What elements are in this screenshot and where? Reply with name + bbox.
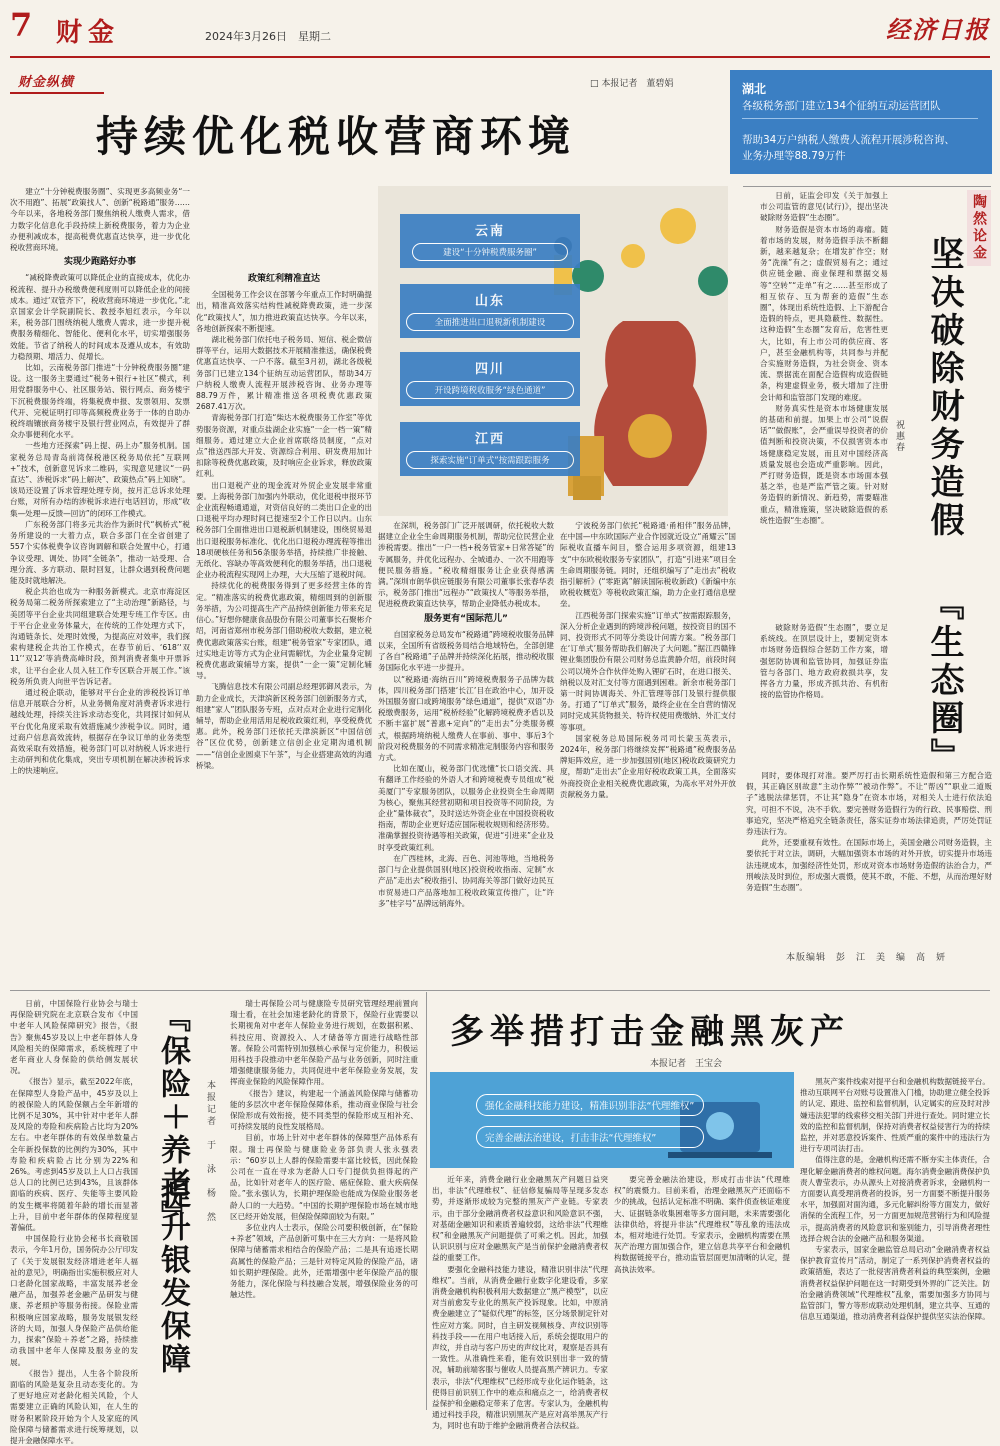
- paragraph: 中国保险行业协会秘书长商敬国表示，今年1月份，国务院办公厅印发了《关于发展银发经济增进老年人福祉的意见》，明确指出实施积极应对人口老龄化国家战略，丰富发展养老金融产品，加强养老金融产品研发与健康、养老照护等服务衔接。保险业需积极响应国家战略，服务发展银发经济的大局，加强人身保险产品供给能力，探索“保险＋养老”之路，持续推动我国中老年人保障及服务业的发展。: [10, 1234, 138, 1367]
- banner-pill-2: 完善金融法治建设，打击非法“代理维权”: [476, 1126, 704, 1148]
- article2-headline-2: 提升银发保障: [155, 1178, 190, 1376]
- article2-col2: [230, 998, 418, 1414]
- paragraph: 建立“十分钟税费服务圈”、实现更多高频业务“一次不用跑”、拓展“政策找人”、创新“税路通”服务……今年以来，各地税务部门聚焦纳税人缴费人需求，借力数字化信息化手段持续上新税费服务，着力为企业办便利减成本，提高税费优惠直达快享，进一步优化税收营商环境。: [10, 187, 190, 253]
- banner-pill-1: 强化金融科技能力建设，精准识别非法“代理维权”: [476, 1094, 704, 1116]
- article-headline: 持续优化税收营商环境: [96, 112, 577, 161]
- article1-col3: [378, 520, 554, 986]
- paragraph: 一些地方还探索“码上提、码上办”服务机制。国家税务总局青岛前湾保税港区税务局依托“互联网+”技术，创新意见诉求二维码，实现意见建议“一码直达”、涉税诉求“码上解决”、政策热点“码上知晓”。该局还设置了诉求管理处理专岗，按月汇总诉求处理台账，对所有办结的涉税诉求进行电话回访，形成“收集—处理—反馈—回访”的闭环工作模式。: [10, 441, 190, 518]
- article2-byline: 本报记者 于 泳 杨 然: [205, 1080, 215, 1224]
- article2-headline: 『保险＋养老』: [155, 1002, 190, 1233]
- province-name: 云南: [474, 224, 505, 239]
- paragraph: 江西税务部门探索实施“订单式”按需跟踪服务，深入分析企业遇到的跨境涉税问题，按投资目的国不同、投资形式不同等分类设计问需方案。“税务部门在‘订单式’服务帮助我们解决了大问题。”据江西赣锋锂业集团股份有限公司财务总监黄静介绍，前段时间公司以境外合作伙伴处购入锂矿石时，在进口报关、纳税以及对汇支付等方面遇到困难。新余市税务部门第一时间协调海关、外汇管理等部门及银行提供服务。打通了“订单式”服务，最终企业在全自营的情况同时完成其货物报关、特许权使用费缴纳、外汇支付等事项。: [560, 610, 736, 732]
- paragraph: 比如，云南税务部门推进“十分钟税费服务圈”建设。这一服务主要通过“税务+银行+社区”模式，利用党群服务中心、社区服务站、银行网点、商务楼宇下沉税费服务终端，将集税费申报、发票领用、发票代开、完税证明打印等高频税费业务于一体的自助办税终端镶嵌商务楼宇及银行营业网点，有效提升了群众办事便利化水平。: [10, 363, 190, 440]
- column-tag: 财金纵横: [18, 75, 75, 90]
- paragraph: 破除财务造假“生态圈”，要立足系统线。在顶层设计上，要制定资本市场财务造假综合惩防工作方案，增强惩防协调和监管协同，加强证券监管与各部门、地方政府救损共享，发挥各方力量，形成齐抓共治、有机衔接的监管协作格局。: [760, 623, 888, 700]
- commentary-text-b: [760, 622, 888, 772]
- shield-icon: [706, 1112, 734, 1140]
- hubei-line3: 业务办理等88.79万件: [742, 150, 846, 162]
- paragraph: 日前，证监会印发《关于加强上市公司监管的意见(试行)》，提出坚决破除财务造假“生态圈”。: [760, 191, 888, 223]
- paper-logo: 经济日报: [886, 15, 990, 44]
- masthead-rule: [10, 56, 990, 58]
- editor-credits: 本版编辑 彭 江 美 编 高 妍: [786, 953, 947, 963]
- article1-col1: [10, 186, 190, 986]
- subheading: 实现少跑路好办事: [63, 257, 136, 268]
- paragraph: 同时，要体现打对准。要严厉打击长期系统性造假和第三方配合造假，其正确区别故意“主动作弊”“被动作弊”。不让“帮凶”“职业二道贩子”逃脱法律惩罚，不让其“隐身”在资本市场，对相关人士进行依法追究，可担不不说，决不手软。要完善财务造假行为的行政、民事赔偿、刑事追究，坚决严格追究全链条责任，落实证券市场法律追责，严厉处罚证券违法行为。: [746, 771, 992, 837]
- paragraph: 财务真实性是资本市场健康发展的基础和前提。加果上市公司“说假话”“做假账”，会严重误导投资者的价值判断和投资决策，不仅损害资本市场健康稳定发展，而且对中国经济高质量发展也会造成严重影响。因此，严打财务造假，既是资本市场面本强基之举，也是严监严管之策。针对财务造假的新情况、新趋势，需要瞄准重点，精准施策，坚决破除造假的系统性造假“生态圈”。: [760, 403, 888, 525]
- paragraph: 值得注意的是，金融机构还需不断夯实主体责任，合理化解金融消费者的维权问题。海尔消费金融消费保护负责人曹莹表示，办从源头上对接消费者诉求，金融机构一方面要认真受理消费者的投诉，另一方面要不断提升服务水平，加强面对面沟通，多元化解纠纷等方面发力，做好消保的全流程工作，另一方面更加规范营销行为和风险提示，提高消费者的风险意识和鉴别能力，引导消费者理性选择合规合法的金融产品和服务渠道。: [800, 1155, 990, 1243]
- commentary-label: 陶然论金: [967, 190, 991, 266]
- money-bag-icon: [594, 321, 707, 486]
- paragraph: 国家税务总局国际税务司司长蒙玉英表示，2024年，税务部门将继续发挥“税路通”税费服务品牌矩阵效应，进一步加强国别(地区)税收政策研究力度，帮助“走出去”企业用好税收政策工具，全面落实外商投资企业相关税费优惠政策，为高水平对外开放贡献税务力量。: [560, 733, 736, 799]
- laptop-illustration: [430, 1072, 794, 1168]
- paragraph: 日前，中国保险行业协会与瑞士再保险研究院在北京联合发布《中国中老年人风险保障研究》报告，《报告》聚焦45岁及以上中老年群体人身风险相关的保障需求，系统梳理了中老年商业人身保险的供给侧发展状况。: [10, 999, 138, 1076]
- coin-stack: [573, 476, 601, 500]
- paragraph: 出口退税产业的现金流对外贸企业发展非常重要。上海税务部门加强内外联动，优化退税申报环节企业流程畅通通道，对资信良好的二类出口企业的出口退税平均办理时间已提速至2个工作日以内。山东税务部门全面推进出口退税新机制建设，围绕贸易退出口退税服务标准化、优化出口退税办理流程等推出18项硬核任务和56条服务举措，持续推广非接触、无纸化、容缺办等高效便利化的服务举措，出口退税企业办税流程实现网上办理，大大压缩了退税时间。: [196, 480, 372, 580]
- page-number: 7: [10, 6, 33, 44]
- paragraph: “减税降费政策可以降低企业的直接成本，优化办税流程、提升办税缴费便利度则可以降低企业的间接成本。通过‘双管齐下’，税收营商环境进一步优化。”北京国家会计学院副院长、教授李旭红表示，今年以来，税务部门围绕纳税人缴费人需求，进一步提升税费服务精细化、智能化、便利化水平，切实增强服务效能。节省了纳税人的时间成本及遵从成本，有效助力稳预期、增活力、促增长。: [10, 273, 190, 361]
- paragraph: 青海税务部门打造“柴达木税费服务工作室”等优势服务资源，对重点盐湖企业实施“一企一档一策”精细服务。通过建立大企业首席联络员制度，“点对点”推送西部大开发、资源综合利用、研发费用加计扣除等税费优惠政策，及时响应企业诉求，释放政策红利。: [196, 413, 372, 479]
- province-name: 四川: [474, 362, 505, 377]
- paragraph: 湖北税务部门依托电子税务局、短信、税企微信群等平台，运用大数据技术开展精准推送，确保税费优惠直达快享、一户不落。截至3月初，湖北各级税务部门已建立134个征纳互动运营团队，帮助34万户纳税人缴费人流程开展涉税咨询、业务办理等88.79万件，累计精准推送各项税费优惠政策2687.41万次。: [196, 335, 372, 412]
- commentary-headline: 坚决破除财务造假: [924, 236, 964, 540]
- article3-col3: [800, 1076, 990, 1414]
- article3-byline: 本报记者 王宝会: [650, 1059, 723, 1069]
- paragraph: 持续优化的税费服务得到了更多经营主体的肯定。“精准落实的税费优惠政策，精细周到的创新服务举措，为公司提高生产产品持续创新能力带来充足信心。”好想你健康食品股份有限公司董事长石聚彬介绍，河南省郑州市税务部门借助税收大数据，建立税费优惠政策落实台账，组建“税务管家”专家团队，通过实地走访等方式为企业问需解忧，为企业量身定制税费优惠政策辅导方案，提供“一企一策”定制化辅导。: [196, 581, 372, 681]
- column-divider: [426, 992, 427, 1410]
- paragraph: 自国家税务总局发布“税路通”跨境税收服务品牌以来，全国所有省级税务局结合地域特色，全部创建了各自“税路通”子品牌并持续深化拓展，推动税收服务国际化水平进一步提升。: [378, 629, 554, 673]
- tax-graphic: [378, 186, 728, 516]
- paragraph: 在广西桂林，北海、百色、河池等地，当地税务部门与企业提供国别(地区)投资税收指南、定制“水产品”走出去“税收指引、协同海关等部门做好边民互市贸易进口产品落地加工税收政策宣传推广，让“许多”桂字号”品牌远销海外。: [378, 853, 554, 908]
- paragraph: 黑灰产案件线索对提平台和金融机构数据链接平台。推动互联网平台对账号设置准入门槛，协助建立健全投诉的认定、跟进、监控和监督机制，认定属实的应及时对涉嫌违法犯罪的线索移交相关部门并进行查处。同时建立长效的监控和监督机制，保持对消费者权益侵害行为的持续监控，并对恶意投诉案件、性质严重的案件中的违法行为进行专项司法打击。: [800, 1077, 990, 1154]
- paragraph: 要完善金融法治建设，形成打击非法“代理维权”的震慑力。目前来看，治理金融黑灰产还面临不少的挑战，包括认定标准不明确、案件侦查核证难度大、证据链条收集困难等多方面问题，未来需要强化法律供给，将提升非法“代理维权”等乱象的违法成本，相对地进行处罚。专家表示，金融机构需要在黑灰产治理方面加强合作，建立信息共享平台和金融机构数据链接平台，推动监管层面更加清晰的认定，提高执法效率。: [614, 1175, 790, 1274]
- province-card: [400, 422, 580, 476]
- province-name: 山东: [474, 294, 505, 309]
- paragraph: 多位业内人士表示，保险公司要积极创新，在“保险+养老”领域，产品创新可集中在三大方向：一是将风险保障与储蓄需求相结合的保险产品；二是具有追逐长期高属性的保险产品；三是针对特定风险的保险产品，诸如长期护理保险。此外，还需增强中老年保险产品的服务能力，深化保险与科技融合发展，增强保险业务的可触达性。: [230, 1223, 418, 1300]
- paragraph: 要强化金融科技能力建设，精准识别非法“代理维权”。当前，从消费金融行业数字化建设看，多家消费金融机构积极利用大数据建立“黑产模型”，以应对当前愈发专业化的黑灰产投诉现象。比如，中原消费金融建立了“疑似代理”的标签，区分场景制定针对性应对方案。同时，自主研发视频核身、声纹识别等科技手段——在用户电话接入后，系统会提取用户的声纹，并自动与客户历史的声纹比对，观察是否具有一致性。从准确性来看，能有效识别出非一致的情况，辅助前端客服与催收人员提高黑产辨识力。专家表示，非法“代理维权”已经形成专业化运作链条，这使得目前识别工作中的难点和痛点之一，给消费者权益保护和金融稳定带来了危害。专家认为，金融机构通过科技手段，精准识别黑灰产是应对高举黑灰产行为，同时也有助于维护金融消费者合法权益。: [432, 1264, 608, 1431]
- laptop-base: [668, 1152, 772, 1158]
- paragraph: 《报告》显示，截至2022年底，在保障型人身险产品中，45岁及以上的被保险人的风险保额占全年新增的比例不足30%，其中针对中老年人群及风险的寿险和疾病险占比均为20%左右。中老年群体的有效保单数量占全年新投保数的比例约为30%，其中寿险和疾病险占比分别为22%和26%。考虑到45岁及以上人口占我国总人口的比例已达到43%，且该群体面临的疾病、医疗、失能等主要风险的发生概率将随着年龄的增长而显著上升，目前中老年群体的保障程度显著偏低。: [10, 1077, 138, 1233]
- article1-col4: [560, 520, 736, 986]
- article3-col1: [432, 1174, 608, 1431]
- issue-date: 2024年3月26日 星期二: [205, 30, 331, 43]
- paragraph: 广东税务部门将多元共治作为新时代“枫桥式”税务所建设的一大着力点，联合多部门在全省创建了557个实体税费争议咨询调解和联合处置中心，打通争议受理、调处、协同“全链条”，推动一站受理、合理分流、多方联动、限时回复，让群众遇到税费问题能及时就地解决。: [10, 519, 190, 585]
- commentary-rule-top: [743, 186, 991, 187]
- paragraph: 全国税务工作会议在部署今年重点工作时明确提出，精准高效落实结构性减税降费政策，进一步深化“政策找人”，加力推进政策直达快享。今年以来，各地创新探索不断提速。: [196, 290, 372, 333]
- commentary-author: 祝惠春: [894, 420, 904, 453]
- hubei-label: 湖北: [742, 82, 767, 96]
- subheading: 服务更有“国际范儿”: [424, 613, 508, 624]
- paragraph: 在深圳，税务部门广泛开展调研，依托税收大数据建立企业全生命周期服务机制，帮助完位民营企业涉税需要。推出“一户一档+税务管家+日常答疑”的专属服务，并优化远程办、全城通办、一次不用跑等便民服务措施。“税收精细服务让企业获得感满满。”深圳市朗华供应链服务有限公司董事长张春华表示，税务部门推出“远程办”“政策找人”等服务举措，促进税费政策直达快享，帮助企业降低办税成本。: [378, 521, 554, 609]
- hubei-callout: [730, 70, 992, 174]
- commentary-headline-2: 『生态圈』: [924, 586, 964, 776]
- province-card: [400, 284, 580, 338]
- paragraph: 瑞士再保险公司与健康险专员研究管理经理前置向瑞士看，在社会加速老龄化的背景下，保险行业需要以长期视角对中老年人保险业务进行规划，在数据积累、科技应用、资源投入、人才储备等方面进行战略性部署。保险公司需特别加强核心承保与定价能力，积极运用科技手段推动中老年保险产品与业务创新，同时注重增强健康服务能力，共同促进中老年保险业务发展，发挥商业保险的风险保障作用。: [230, 999, 418, 1087]
- column-tag-underline: [10, 92, 104, 94]
- commentary-text-c: [746, 770, 992, 940]
- hubei-line2: 帮助34万户纳税人缴费人流程开展涉税咨询、: [742, 134, 955, 146]
- paragraph: 目前，市场上针对中老年群体的保障型产品体系有限。瑞士再保险与健康险业务部负责人张永强表示：“60岁以上人群的保险需要丰富比较低，因此保险公司在一直在寻求为老龄人口专门提供负担得起的产品，比如针对老年人的医疗险、癌症保险、重大疾病保险。”张永强认为，长期护理保险也能成为保险业服务老龄人口的一大趋势。“中国的长期护理保险市场在城市地区已经开始发展，但保险保障面较为有限。”: [230, 1133, 418, 1221]
- masthead: [10, 6, 990, 58]
- province-caption: 全面推进出口退税新机制建设: [406, 313, 574, 331]
- province-card: [400, 352, 580, 406]
- subheading: 政策红利精准直达: [247, 274, 320, 284]
- section-divider: [10, 990, 990, 991]
- province-name: 江西: [474, 432, 505, 447]
- coin-icon: [621, 244, 645, 268]
- article2-col1: [10, 998, 138, 1445]
- hubei-divider: [742, 118, 978, 119]
- paragraph: 比如在厦山，税务部门优选懂“长口语交流、具有翻译工作经验的外语人才和跨境税费专员组成“税美厦门”专家服务团队，以服务企业投资全生命周期为核心，聚焦其经营初期和项目投资等不同阶段，为企业“量体裁衣”，及时送达外资企业在中国投资税收指南，帮助企业更好适应国际税收规则和经济形势。准确掌握投资待遇等相关政策，促进“引进来”企业及时享受政策红利。: [378, 764, 554, 852]
- coin-icon: [660, 208, 696, 244]
- article3-col2: [614, 1174, 790, 1414]
- paragraph: 此外，还要重视有效性。在国际市场上，美国金融公司财务造假，主要依托于对立法，调研，大幅加强资本市场的对外开放，切实提升市场违法违规成本，加强经济性处罚，形成对资本市场财务造假的法治合力，严刑峻法及时到位，形成强大震慑，使其不敢，不能、不想，从而治理好财务造假“生态圈”。: [746, 838, 992, 893]
- province-caption: 探索实施“订单式”按需跟踪服务: [406, 451, 574, 469]
- paragraph: 《报告》提出，人生各个阶段所面临的风险是复杂且动态变化的。为了更好地应对老龄化相关风险，个人需要建立正确的风险认知，在人生的财务积累阶段开始为个人及家庭的风险保障与储蓄需求进行统筹规划，以提升金融保障水平。: [10, 1368, 138, 1445]
- paragraph: 近年来，消费金融行业金融黑灰产问题日益突出，非法“代理维权”、征信修复骗局等呈现多发态势，并逐渐形成较为完整的黑灰产产业链。专家表示，由于部分金融消费者权益意识和风险意识不强，对基础金融知识和素质普遍较弱，这给非法“代理维权”和金融黑灰产问题提供了可乘之机。因此，加强认识识别与应对金融黑灰产是当前保护金融消费者权益的重要工作。: [432, 1175, 608, 1263]
- article3-headline: 多举措打击金融黑灰产: [450, 1012, 850, 1052]
- paragraph: 财务造假是资本市场的毒瘤。随着市场的发展，财务造假手法不断翻新，越来越复杂；在增发扩作空；财务“洗澡”有之；虚假贸易有之；通过供应链金融、商业保理和票据交易等“空转”“走单”有之……甚至形成了相互依存、互为帮套的造假“生态圈”，体现出系统性造假、上下游配合造假的特点，更具隐蔽性、数据性。这种造假“生态圈”发育后，危害性更大，比如，有上市公司的供应商、客户，甚至金融机构等，共同参与并配合实施财务造假，为社会资金、资本流、票据流在面配合造假构成造假链条，构建虚假业务，极大增加了注册会计师和监管部门发现的难度。: [760, 224, 888, 402]
- paragraph: 通过税企联动，能够对平台企业的涉税投诉订单信息开展联合分析，从业务侧角度对消费者诉求进行越线处理，持续关注诉求动态变化，共同探讨如何从平台优化角度采取有效措施减少涉税争议。同时，通过商户信息高效流转，根据存在争议订单的业务类型高效采取有效措施，税务部门可以对纳税人诉求进行主动研判和优化集成，突出专项机制在解决涉税诉求上的快速响应。: [10, 687, 190, 776]
- paragraph: 宁波税务部门依托“税路通·甬相伴”服务品牌，在中国—中东欧国际产业合作园就近设立“甬耀云”国际税收直播车间目，整合运用多项资源，组建13支“中东欧税收服务专家团队”，打造“引进来”项目全生命周期服务链。同时，还组织编写了“走出去”税收指引解析》(“零距离”解读国际税收新政)《新编中东欧税收概览》等税收政策汇编，助力企业打通信息壁垒。: [560, 521, 736, 609]
- hubei-line1: 各级税务部门建立134个征纳互动运营团队: [742, 100, 941, 112]
- commentary-text-a: [760, 190, 888, 620]
- province-card: [400, 214, 580, 268]
- article3-graphic: [430, 1072, 794, 1168]
- byline: □ 本报记者 董碧娟: [590, 79, 674, 89]
- paragraph: 税企共治也成为一种服务新模式。北京市海淀区税务局第二税务所探索建立了“主动治理”新路径，与美团等平台企业共同组建联合处理专班工作专区。由于平台企业业务体量大，在传统的工作处理方式下，沟通链条长、处理时效慢，为提高应对效率，我们探索构建税企共治工作模式，在春节前后、‘618’‘双11’‘双12’等消费高峰时段，预判消费者集中开票诉求，让平台企业人员入驻工作专区联合开展工作。”该税务所负责人向世平告诉记者。: [10, 587, 190, 686]
- plant-icon: [698, 266, 728, 296]
- paragraph: 《报告》建议，构建起一个涵盖风险保障与储蓄功能的多层次中老年保险保障体系，推动商业保险与社会保险形成有效衔接，使不同类型的保险形成互相补充、可持续发展的良性发展格局。: [230, 1088, 418, 1132]
- paragraph: 以“税路通·海纳百川”跨境税费服务子品牌为载体，四川税务部门搭建‘长江’目在政治中心，加开设外国服务窗口或跨境服务“绿色通道”，提供“双语”办税缴费服务，运用“税桥经验”化解跨境税费矛盾以及不断丰富扩展“普惠+定向”的“走出去”分类服务模式，根据跨境纳税人缴费人在事前、事中、事后3个阶段对税费服务的不同需求精准定制服务内容和服务方式。: [378, 674, 554, 763]
- coin-icon: [628, 414, 672, 458]
- province-caption: 建设“十分钟税费服务圈”: [412, 243, 568, 261]
- paragraph: 飞腾信息技术有限公司副总经理郭御风表示，为助力企业成长，天津滨新区税务部门创新服务方式，组建“家人”团队服务专班，点对点对企业进行定制化辅导，帮助企业用活用足税收政策红利，享受税费优惠。此外，税务部门还依托天津滨新区“中国信创谷”区位优势，创新建立信创企业定期沟通机制——“信创企业圆桌下午茶”，与企业搭建高效的沟通桥梁。: [196, 682, 372, 770]
- province-caption: 开设跨境税收服务“绿色通道”: [406, 381, 574, 399]
- paragraph: 专家表示，国家金融监管总局启动“金融消费者权益保护教育宣传月”活动，制定了一系列保护消费者权益的政策措施，表达了一批侵害消费者利益的典型案例，金融消费者权益保护问题在这一时期受到外界的广泛关注。防治金融消费领域“代理维权”乱象，需要加强多方协同与监管部门，警方等形成联动处理机制，建立共享、互通的信息互通渠道，推动消费者利益保护提供坚实法治保障。: [800, 1245, 990, 1322]
- section-name: 财金: [56, 18, 121, 48]
- article1-col2: [196, 186, 372, 986]
